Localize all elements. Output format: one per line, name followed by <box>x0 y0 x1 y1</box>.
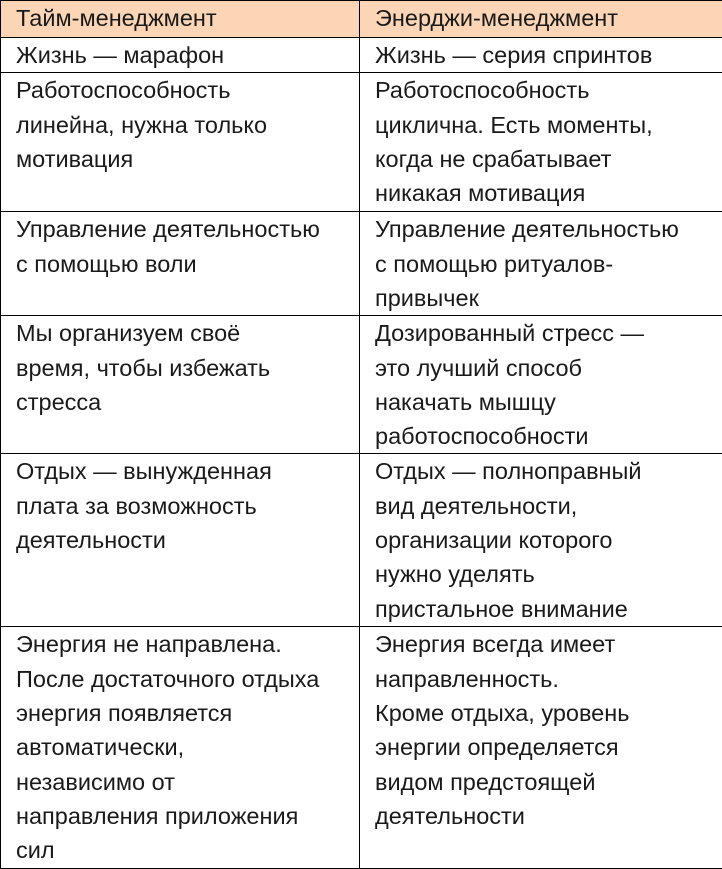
cell-line: это лучший способ <box>375 351 716 385</box>
cell-line: Работоспособность <box>375 73 716 107</box>
table-row <box>1 627 722 868</box>
table-row <box>1 38 722 73</box>
cell-line: нужно уделять <box>375 557 716 591</box>
cell-line: После достаточного отдыха <box>16 662 353 696</box>
cell-line: время, чтобы избежать <box>16 351 353 385</box>
cell-line: организации которого <box>375 523 716 557</box>
cell-line: направленность. <box>375 662 716 696</box>
cell-left <box>1 73 360 212</box>
cell-line: сил <box>16 833 353 867</box>
cell-right <box>360 212 722 316</box>
cell-line: видом предстоящей <box>375 765 716 799</box>
cell-left <box>1 454 360 627</box>
cell-line: Энергия не направлена. <box>16 627 353 661</box>
cell-line: Отдых — вынужденная <box>16 454 353 488</box>
cell-line: автоматически, <box>16 730 353 764</box>
cell-right <box>360 73 722 212</box>
cell-line: деятельности <box>375 799 716 833</box>
cell-line: Жизнь — марафон <box>16 38 353 72</box>
cell-line: Отдых — полноправный <box>375 454 716 488</box>
cell-line: энергии определяется <box>375 730 716 764</box>
cell-left <box>1 627 360 868</box>
cell-line: циклична. Есть моменты, <box>375 108 716 142</box>
cell-line: стресса <box>16 385 353 419</box>
cell-left <box>1 316 360 454</box>
cell-line: пристальное внимание <box>375 592 716 626</box>
cell-line: деятельности <box>16 523 353 557</box>
table-row <box>1 73 722 212</box>
cell-line: энергия появляется <box>16 696 353 730</box>
cell-line: линейна, нужна только <box>16 108 353 142</box>
cell-line: Энергия всегда имеет <box>375 627 716 661</box>
table-row <box>1 316 722 454</box>
cell-line: мотивация <box>16 142 353 176</box>
cell-right <box>360 627 722 868</box>
cell-line: накачать мышцу <box>375 385 716 419</box>
cell-line: никакая мотивация <box>375 176 716 210</box>
table-row <box>1 212 722 316</box>
cell-line: Управление деятельностью <box>375 212 716 246</box>
cell-line: с помощью воли <box>16 247 353 281</box>
table-row <box>1 454 722 627</box>
cell-line: с помощью ритуалов- <box>375 247 716 281</box>
cell-line: направления приложения <box>16 799 353 833</box>
header-energy-management: Энерджи-менеджмент <box>360 1 722 38</box>
header-row <box>1 1 722 38</box>
cell-line: работоспособности <box>375 419 716 453</box>
cell-left <box>1 212 360 316</box>
cell-line: независимо от <box>16 765 353 799</box>
cell-line: Мы организуем своё <box>16 316 353 350</box>
cell-line: Работоспособность <box>16 73 353 107</box>
header-time-management: Тайм-менеджмент <box>1 1 360 38</box>
cell-line: Управление деятельностью <box>16 212 353 246</box>
cell-left <box>1 38 360 73</box>
cell-right <box>360 316 722 454</box>
cell-line: Кроме отдыха, уровень <box>375 696 716 730</box>
cell-line: когда не срабатывает <box>375 142 716 176</box>
cell-line: Дозированный стресс — <box>375 316 716 350</box>
cell-right <box>360 38 722 73</box>
cell-right <box>360 454 722 627</box>
cell-line: Жизнь — серия спринтов <box>375 38 716 72</box>
cell-line: привычек <box>375 281 716 315</box>
cell-line: вид деятельности, <box>375 489 716 523</box>
cell-line: плата за возможность <box>16 489 353 523</box>
